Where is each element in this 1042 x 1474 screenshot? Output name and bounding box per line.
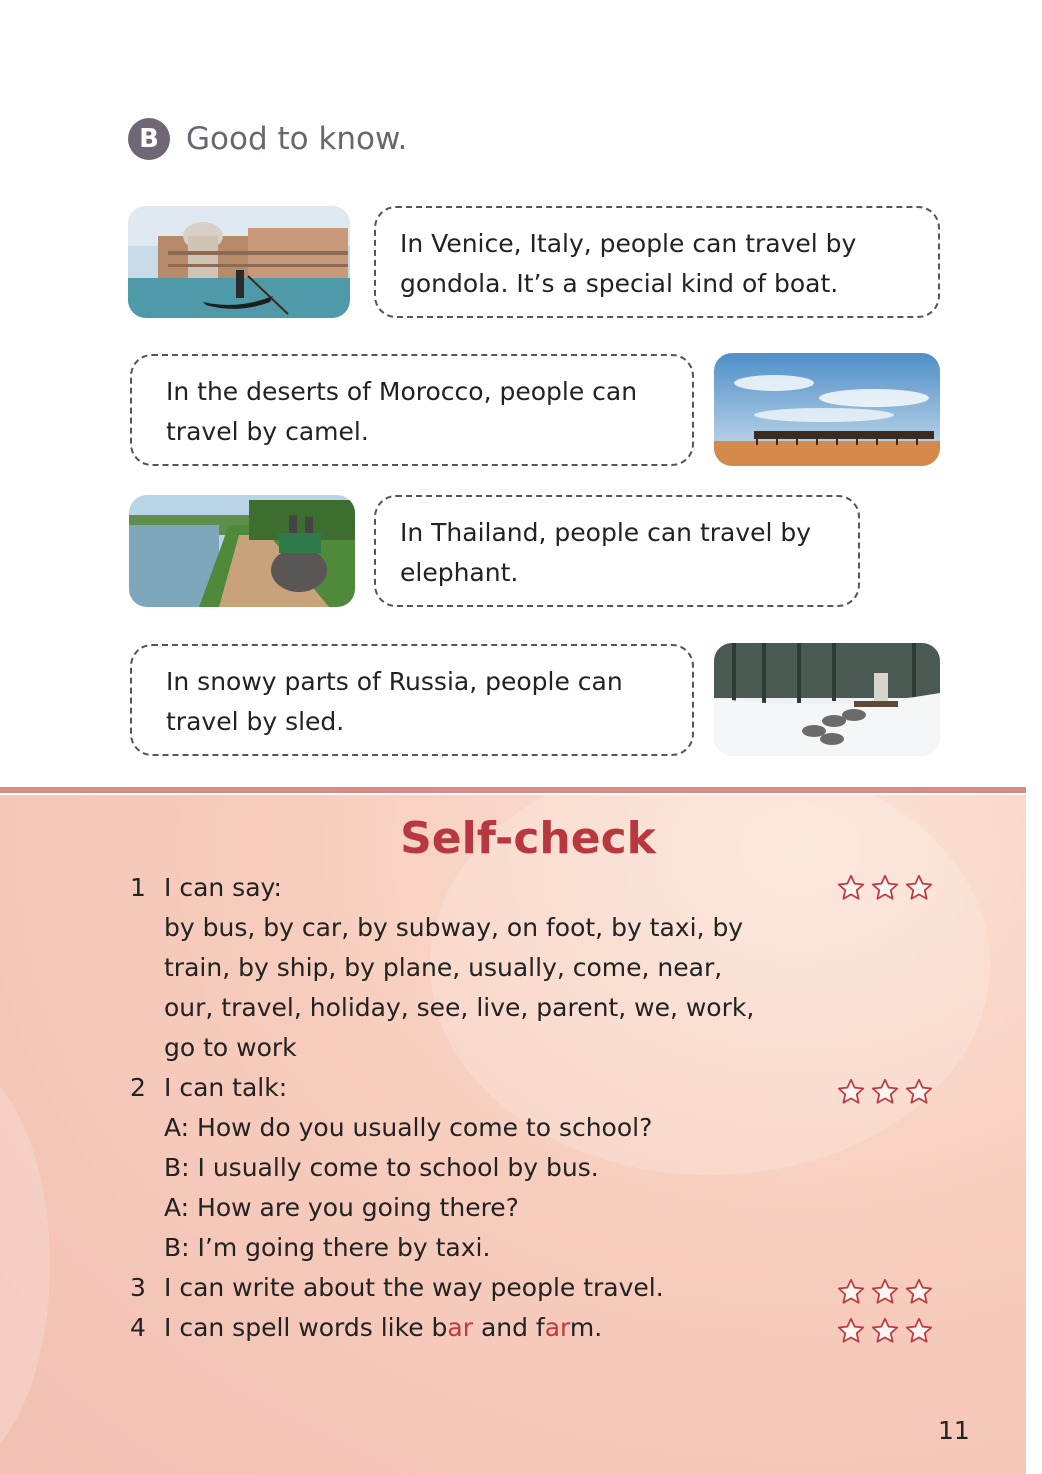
self-check-divider [0,787,1026,793]
item-line: B: I’m going there by taxi. [164,1233,491,1262]
elephant-ride-photo [129,495,355,607]
dog-sled-photo [714,643,940,756]
section-header [128,118,407,160]
self-check-panel [0,795,1026,1474]
section-badge: B [128,118,170,160]
item-line: A: How are you going there? [164,1193,519,1222]
fact-morocco-bubble [130,354,694,466]
star-outline-icon[interactable] [836,873,866,903]
fact-thailand-bubble [374,495,860,607]
item-line: B: I usually come to school by bus. [164,1153,599,1182]
star-outline-icon[interactable] [870,1077,900,1107]
decorative-circle [0,1055,50,1474]
fact-line: elephant. [400,558,519,587]
item-number: 1 [130,873,146,902]
star-rating-3[interactable] [836,1277,934,1307]
highlight-ar: ar [544,1313,570,1342]
section-title: Good to know. [186,121,408,157]
highlight-ar: ar [447,1313,473,1342]
star-outline-icon[interactable] [904,1277,934,1307]
star-rating-2[interactable] [836,1077,934,1107]
item-line: I can write about the way people travel. [164,1273,664,1302]
fact-line: In Thailand, people can travel by [400,518,812,547]
item-number: 3 [130,1273,146,1302]
item-number: 4 [130,1313,146,1342]
text-part: I can spell words like b [164,1313,448,1342]
star-outline-icon[interactable] [904,1077,934,1107]
fact-venice-bubble [374,206,940,318]
item-line: train, by ship, by plane, usually, come, near, [164,953,723,982]
text-part: m. [569,1313,603,1342]
self-check-title: Self-check [400,813,656,864]
fact-line: In the deserts of Morocco, people can [166,377,638,406]
star-outline-icon[interactable] [836,1277,866,1307]
fact-line: travel by camel. [166,417,369,446]
item-line: I can say: [164,873,282,902]
item-line: our, travel, holiday, see, live, parent, we, work, [164,993,755,1022]
star-outline-icon[interactable] [904,1316,934,1346]
fact-line: gondola. It’s a special kind of boat. [400,269,839,298]
item-line: I can talk: [164,1073,288,1102]
star-outline-icon[interactable] [836,1077,866,1107]
item-line [164,1313,602,1342]
star-rating-4[interactable] [836,1316,934,1346]
page-number: 11 [938,1416,970,1445]
item-line: by bus, by car, by subway, on foot, by taxi, by [164,913,744,942]
item-number: 2 [130,1073,146,1102]
fact-line: In Venice, Italy, people can travel by [400,229,857,258]
fact-russia-bubble [130,644,694,756]
fact-line: In snowy parts of Russia, people can [166,667,623,696]
star-outline-icon[interactable] [836,1316,866,1346]
venice-gondola-photo [128,206,350,318]
star-rating-1[interactable] [836,873,934,903]
text-part: and f [473,1313,545,1342]
star-outline-icon[interactable] [870,873,900,903]
desert-camels-photo [714,353,940,466]
item-line: A: How do you usually come to school? [164,1113,653,1142]
star-outline-icon[interactable] [870,1316,900,1346]
fact-line: travel by sled. [166,707,345,736]
item-line: go to work [164,1033,297,1062]
star-outline-icon[interactable] [870,1277,900,1307]
star-outline-icon[interactable] [904,873,934,903]
